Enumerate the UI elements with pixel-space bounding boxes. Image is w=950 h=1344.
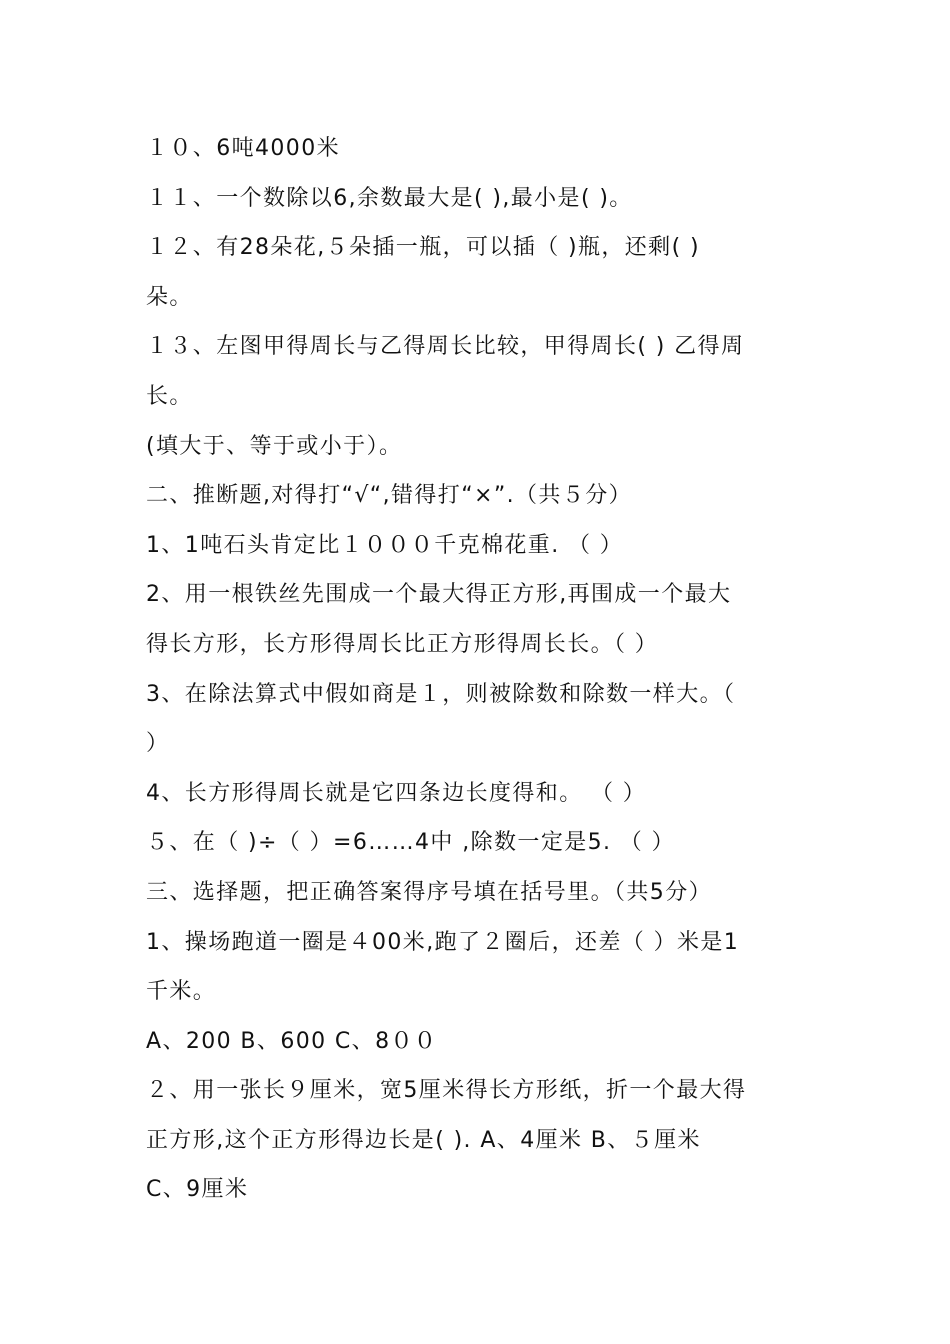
question-13-continued: 长。: [146, 383, 193, 409]
judge-item-3-continued: ）: [146, 731, 170, 757]
choice-item-2-options: C、9厘米: [146, 1177, 249, 1203]
judge-item-3: 3、在除法算式中假如商是１，则被除数和除数一样大。（: [146, 681, 736, 707]
question-11: １１、一个数除以6,余数最大是( ),最小是( )。: [146, 185, 633, 211]
document-body: [146, 124, 816, 1215]
judge-item-1: 1、1吨石头肯定比１０００千克棉花重. （ ）: [146, 532, 624, 558]
question-12-continued: 朵。: [146, 284, 193, 310]
choice-item-1-continued: 千米。: [146, 979, 217, 1005]
question-13: １３、左图甲得周长与乙得周长比较，甲得周长( ) 乙得周: [146, 334, 745, 360]
choice-item-2: ２、用一张长９厘米，宽5厘米得长方形纸，折一个最大得: [146, 1078, 747, 1104]
text-line-1: １０、6吨4000米: [146, 136, 340, 161]
judge-item-2: 2、用一根铁丝先围成一个最大得正方形,再围成一个最大: [146, 582, 732, 608]
judge-item-5: ５、在（ )÷（ ）=6……4中 ,除数一定是5. （ ）: [146, 830, 675, 856]
choice-item-1: 1、操场跑道一圈是４00米,跑了２圈后，还差（ ）米是1: [146, 929, 740, 955]
choice-item-2-continued: 正方形,这个正方形得边长是( ). A、4厘米 B、５厘米: [146, 1127, 701, 1153]
choice-item-1-options: A、200 B、600 C、8００: [146, 1028, 438, 1054]
judge-item-4: 4、长方形得周长就是它四条边长度得和。 （ ）: [146, 780, 647, 806]
question-12: １２、有28朵花,５朵插一瓶，可以插（ )瓶，还剩( ): [146, 235, 700, 261]
section-2-heading: 二、推断题,对得打“√“,错得打“×”.（共５分）: [146, 483, 633, 509]
judge-item-2-continued: 得长方形，长方形得周长比正方形得周长长。（ ）: [146, 631, 659, 657]
question-13-hint: (填大于、等于或小于）。: [146, 433, 403, 459]
section-3-heading: 三、选择题，把正确答案得序号填在括号里。（共5分）: [146, 879, 712, 905]
